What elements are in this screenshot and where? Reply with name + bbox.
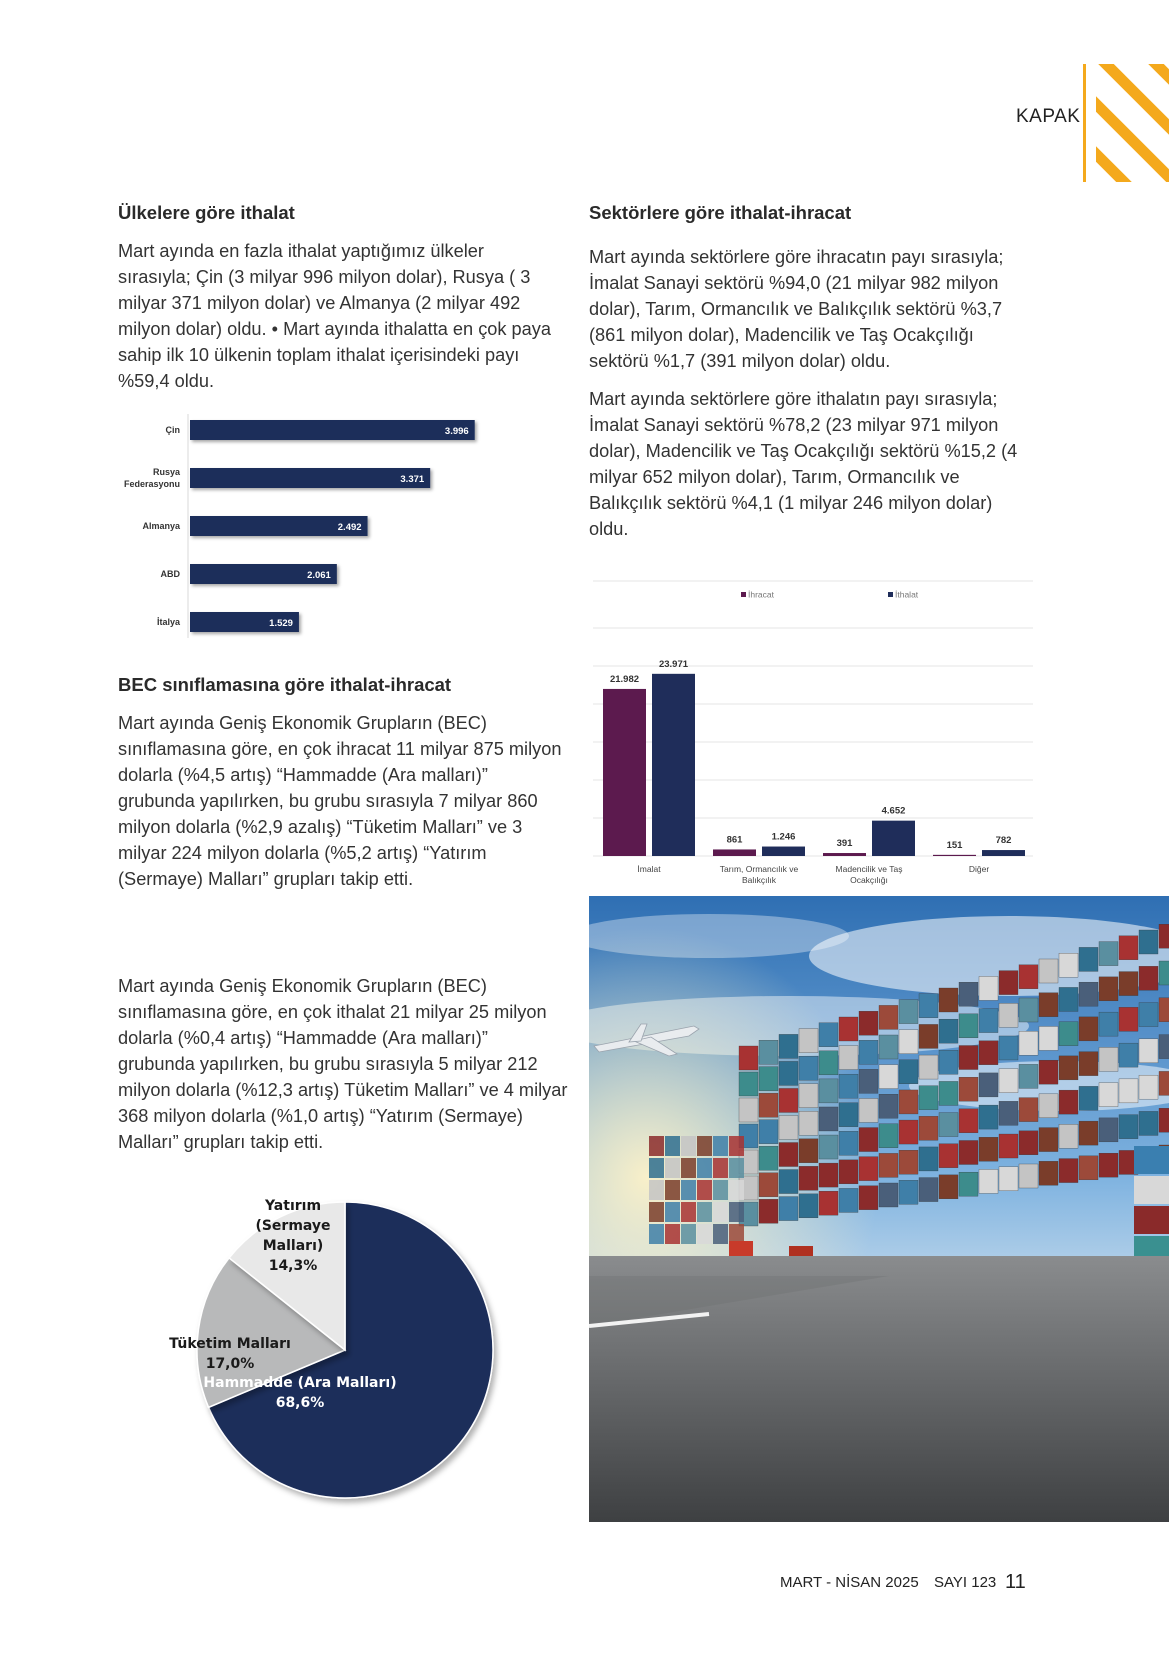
pie-label: 17,0% — [205, 1356, 255, 1372]
country-category-label: Almanya — [142, 521, 180, 531]
footer-sayi: SAYI 123 — [934, 1574, 997, 1591]
country-category-label: Federasyonu — [123, 479, 180, 489]
sector-category-label: Diğer — [968, 864, 990, 874]
legend-label: İhracat — [748, 589, 774, 600]
container-port-photo — [589, 896, 1169, 1522]
country-category-label: Rusya — [152, 467, 180, 477]
sector-category-label: Balıkçılık — [741, 875, 777, 885]
pie-label: 14,3% — [268, 1258, 318, 1274]
sector-value-label: 861 — [726, 834, 743, 846]
country-value-label: 2.492 — [337, 522, 362, 533]
section-label: KAPAK — [1016, 106, 1081, 127]
sector-category-label: İmalat — [637, 864, 661, 874]
countries-heading: Ülkelere göre ithalat — [118, 202, 295, 223]
sector-bar — [762, 847, 805, 856]
country-value-label: 3.996 — [444, 426, 469, 437]
sector-bar — [823, 853, 866, 856]
country-category-label: İtalya — [156, 617, 180, 627]
sector-value-label: 782 — [995, 835, 1012, 847]
bec-pie-chart — [165, 1190, 505, 1520]
bec-heading: BEC sınıflamasına göre ithalat-ihracat — [118, 674, 452, 695]
header-accent-bar — [1083, 64, 1086, 182]
sector-category-label: Tarım, Ormancılık ve — [719, 864, 799, 874]
sector-value-label: 4.652 — [881, 805, 906, 817]
pie-label: 68,6% — [275, 1395, 325, 1411]
sector-value-label: 391 — [836, 838, 853, 850]
legend-swatch — [888, 592, 893, 597]
sectors-export-text: Mart ayında sektörlere göre ihracatın payı sırasıyla; İmalat Sanayi sektörü %94,0 (21 milyar 982 milyon dolar), Tarım, Ormancılık ve Balıkçılık sektörü %3,7 (861 milyon dolar), Madencilik ve Taş Ocakçılığı sektörü %1,7 (391 milyon dolar) oldu. — [589, 247, 1004, 371]
sectors-heading: Sektörlere göre ithalat-ihracat — [589, 202, 852, 223]
legend-label: İthalat — [895, 589, 919, 600]
countries-bar-chart — [118, 412, 498, 640]
pie-label: Tüketim Malları — [169, 1336, 291, 1352]
pie-label: (Sermaye — [255, 1218, 331, 1234]
country-bar — [190, 468, 430, 488]
sector-category-label: Ocakçılığı — [850, 875, 888, 885]
sector-bar — [603, 689, 646, 856]
country-value-label: 1.529 — [269, 618, 293, 629]
pie-label: Malları) — [262, 1238, 324, 1254]
legend-swatch — [741, 592, 746, 597]
sector-value-label: 21.982 — [609, 673, 640, 685]
countries-text: Mart ayında en fazla ithalat yaptığımız ülkeler sırasıyla; Çin (3 milyar 996 milyon dolar), Rusya ( 3 milyar 371 milyon dolar) ve Almanya (2 milyar 492 milyon dolar) oldu. • Mart ayında ithalatta en çok paya sahip ilk 10 ülkenin toplam ithalat içerisindeki payı %59,4 oldu. — [118, 241, 551, 391]
sector-value-label: 151 — [946, 839, 963, 851]
page-number: 11 — [1005, 1571, 1026, 1593]
country-category-label: Çin — [165, 425, 180, 435]
country-category-label: ABD — [160, 569, 180, 579]
sector-value-label: 1.246 — [771, 831, 796, 843]
country-bar — [190, 420, 475, 440]
pie-label: Yatırım — [264, 1198, 322, 1214]
sector-bar — [872, 821, 915, 856]
sectors-import-text: Mart ayında sektörlere göre ithalatın payı sırasıyla; İmalat Sanayi sektörü %78,2 (23 milyar 971 milyon dolar), Madencilik ve Taş Ocakçılığı sektörü %15,2 (4 milyar 652 milyon dolar), Tarım, Ormancılık ve Balıkçılık sektörü %4,1 (1 milyar 246 milyon dolar) oldu. — [589, 389, 1018, 539]
sector-value-label: 23.971 — [658, 658, 689, 670]
sector-bar — [982, 850, 1025, 856]
bec-import-text: Mart ayında Geniş Ekonomik Grupların (BEC) sınıflamasına göre, en çok ithalat 21 milyar 25 milyon dolarla (%0,4 artış) “Hammadde (Ara malları)” grubunda yapılırken, bu grubu sırasıyla 5 milyar 212 milyon dolarla (%12,3 artış) Tüketim Malları” ve 4 milyar 368 milyon dolarla (%1,0 artış) “Yatırım (Sermaye) Malları” grupları takip etti. — [118, 976, 568, 1152]
sector-category-label: Madencilik ve Taş — [835, 864, 903, 874]
sector-bar — [933, 855, 976, 856]
stripes-decoration — [1096, 64, 1169, 182]
pie-label: Hammadde (Ara Malları) — [203, 1375, 397, 1391]
footer-issue: MART - NİSAN 2025 — [780, 1574, 919, 1591]
sectors-bar-chart — [593, 578, 1033, 888]
bec-export-text: Mart ayında Geniş Ekonomik Grupların (BEC) sınıflamasına göre, en çok ihracat 11 milyar 875 milyon dolarla (%4,5 artış) “Hammadde (Ara malları)” grubunda yapılırken, bu grubu sırasıyla 7 milyar 860 milyon dolarla (%2,9 azalış) “Tüketim Malları” ve 3 milyar 224 milyon dolarla (%5,2 artış) “Yatırım (Sermaye) Malları” grupları takip etti. — [118, 713, 562, 889]
sector-bar — [713, 849, 756, 856]
country-value-label: 2.061 — [307, 570, 331, 581]
country-value-label: 3.371 — [400, 474, 425, 485]
sector-bar — [652, 674, 695, 856]
